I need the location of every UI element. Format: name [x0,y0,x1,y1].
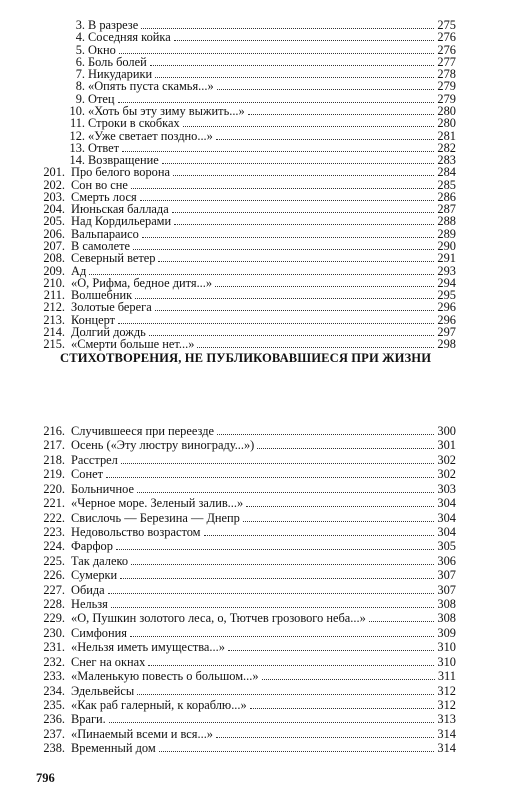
entry-page: 303 [437,481,456,496]
entry-title: Волшебник [71,288,133,303]
entry-number: 232. [43,654,65,669]
dot-leader [246,496,434,507]
dot-leader [130,626,434,637]
entry-page: 314 [437,741,456,756]
dot-leader [142,227,434,238]
dot-leader [141,18,434,29]
entry-number: 202. [43,177,65,192]
entry-number: 8. [75,79,85,94]
dot-leader [120,568,434,579]
entry-title: «Пинаемый всеми и вся...» [71,726,213,741]
toc-entry [0,467,511,481]
dot-leader [137,684,434,695]
dot-leader [250,698,434,709]
entry-number: 233. [43,669,65,684]
entry-page: 312 [437,683,456,698]
entry-page: 294 [437,275,456,290]
dot-leader [217,424,434,435]
entry-page: 302 [437,467,456,482]
entry-title: Нельзя [71,597,108,612]
entry-page: 304 [437,496,456,511]
toc-entry [0,712,511,726]
entry-number: 238. [43,741,65,756]
entry-page: 297 [437,325,456,339]
entry-number: 205. [43,214,65,229]
entry-number: 217. [43,438,65,453]
page-number: 796 [36,771,55,785]
entry-title: В разрезе [88,18,139,32]
entry-title: Враги. [71,712,106,727]
entry-page: 298 [437,337,456,352]
entry-title: Случившееся при переезде [71,424,215,438]
entry-page: 280 [437,103,456,118]
entry-title: Временный дом [71,741,156,756]
entry-page: 310 [437,640,456,655]
entry-title: Так далеко [71,553,129,568]
entry-number: 237. [43,726,65,741]
entry-title: Недовольство возрастом [71,524,201,539]
entry-page: 284 [437,165,456,180]
dot-leader [155,300,434,311]
toc-entry [0,496,511,510]
entry-title: Строки в скобках [88,116,180,131]
dot-leader [111,597,434,608]
entry-number: 225. [43,553,65,568]
entry-page: 287 [437,202,456,217]
entry-number: 11. [69,116,85,131]
entry-title: Симфония [71,625,127,640]
dot-leader [135,288,434,299]
entry-number: 203. [43,189,65,204]
entry-page: 276 [437,42,456,57]
dot-leader [150,55,434,66]
toc-entry [0,453,511,467]
entry-title: Соседняя койка [88,30,171,45]
dot-leader [89,264,434,275]
entry-number: 234. [43,683,65,698]
entry-page: 279 [437,79,456,94]
entry-title: Обида [71,582,105,597]
dot-leader [131,554,434,565]
entry-page: 307 [437,582,456,597]
entry-number: 206. [43,226,65,241]
dot-leader [215,276,434,287]
entry-title: «О, Рифма, бедное дитя...» [71,275,213,290]
entry-title: Смерть лося [71,189,137,204]
entry-number: 227. [43,582,65,597]
entry-page: 308 [437,597,456,612]
entry-number: 214. [43,325,65,339]
entry-number: 213. [43,312,65,327]
dot-leader [204,525,434,536]
dot-leader [133,239,434,250]
dot-leader [155,67,434,78]
dot-leader [109,712,434,723]
dot-leader [369,611,434,622]
entry-title: Концерт [71,312,116,327]
entry-title: «Уже светает поздно...» [88,128,213,143]
toc-entry [0,669,511,683]
dot-leader [118,92,434,103]
toc-entry [0,438,511,452]
toc-entry [0,626,511,640]
toc-entry [0,655,511,669]
dot-leader [162,153,434,164]
dot-leader [108,583,434,594]
dot-leader [116,539,434,550]
entry-title: Осень («Эту люстру винограду...») [71,438,255,453]
dot-leader [149,325,434,336]
toc-entry [0,741,511,755]
entry-page: 308 [437,611,456,626]
entry-page: 276 [437,30,456,45]
entry-page: 291 [437,251,456,266]
dot-leader [119,43,434,54]
entry-title: Июньская баллада [71,202,169,217]
entry-page: 312 [437,697,456,712]
entry-title: Вальпараисо [71,226,139,241]
dot-leader [228,640,434,651]
entry-number: 208. [43,251,65,266]
entry-page: 304 [437,524,456,539]
dot-leader [131,178,434,189]
entry-title: В самолете [71,239,130,254]
toc-entry [0,640,511,654]
entry-title: «Смерти больше нет...» [71,337,195,352]
entry-number: 236. [43,712,65,727]
entry-number: 14. [69,153,85,168]
entry-title: Северный ветер [71,251,156,266]
entry-title: «Опять пуста скамья...» [88,79,214,94]
entry-number: 4. [75,30,85,45]
entry-page: 296 [437,312,456,327]
entry-page: 306 [437,553,456,568]
entry-page: 309 [437,625,456,640]
dot-leader [262,669,435,680]
entry-title: Ад [71,263,87,278]
dot-leader [174,30,434,41]
entry-page: 296 [437,300,456,315]
dot-leader [197,337,434,348]
dot-leader [257,438,434,449]
entry-page: 302 [437,452,456,467]
entry-number: 222. [43,510,65,525]
entry-title: Свислочь — Березина — Днепр [71,510,240,525]
entry-title: Окно [88,42,116,57]
entry-number: 224. [43,539,65,554]
entry-page: 289 [437,226,456,241]
entry-number: 201. [43,165,65,180]
entry-page: 280 [437,116,456,131]
dot-leader [121,453,434,464]
entry-title: Над Кордильерами [71,214,172,229]
entry-page: 282 [437,140,456,155]
dot-leader [172,202,434,213]
entry-number: 223. [43,524,65,539]
entry-title: «Как раб галерный, к кораблю...» [71,697,247,712]
entry-number: 230. [43,625,65,640]
entry-number: 235. [43,697,65,712]
entry-number: 9. [75,91,85,106]
toc-entry [0,568,511,582]
dot-leader [137,482,434,493]
entry-page: 311 [437,669,456,684]
entry-title: Сумерки [71,568,118,583]
entry-number: 204. [43,202,65,217]
entry-title: Сонет [71,467,104,482]
entry-title: Золотые берега [71,300,152,315]
entry-title: Расстрел [71,452,118,467]
dot-leader [216,129,434,140]
entry-title: Отец [88,91,115,106]
dot-leader [217,79,434,90]
entry-page: 278 [437,67,456,82]
entry-number: 6. [75,54,85,69]
entry-number: 212. [43,300,65,315]
entry-page: 285 [437,177,456,192]
entry-number: 7. [75,67,85,82]
entry-title: «Хоть бы эту зиму выжить...» [88,103,245,118]
entry-number: 231. [43,640,65,655]
entry-number: 216. [43,424,65,438]
toc-entry [0,424,511,438]
dot-leader [148,655,434,666]
toc-entry [0,337,511,351]
entry-title: Ответ [88,140,120,155]
entry-page: 314 [437,726,456,741]
entry-number: 220. [43,481,65,496]
toc-entry [0,611,511,625]
entry-page: 290 [437,239,456,254]
entry-number: 228. [43,597,65,612]
entry-number: 10. [69,103,85,118]
entry-title: Про белого ворона [71,165,171,180]
entry-number: 207. [43,239,65,254]
entry-page: 277 [437,54,456,69]
entry-number: 226. [43,568,65,583]
dot-leader [106,467,434,478]
dot-leader [243,511,434,522]
dot-leader [158,251,434,262]
entry-number: 13. [69,140,85,155]
entry-title: Сон во сне [71,177,128,192]
entry-title: Долгий дождь [71,325,146,339]
entry-title: Больничное [71,481,134,496]
entry-title: Возвращение [88,153,159,168]
toc-entry [0,539,511,553]
entry-title: Эдельвейсы [71,683,135,698]
entry-page: 288 [437,214,456,229]
entry-title: Боль болей [88,54,147,69]
dot-leader [118,313,434,324]
entry-number: 221. [43,496,65,511]
entry-title: Снег на окнах [71,654,146,669]
entry-number: 209. [43,263,65,278]
toc-entry [0,698,511,712]
entry-number: 211. [43,288,65,303]
toc-entry [0,684,511,698]
entry-number: 218. [43,452,65,467]
toc-entry [0,727,511,741]
toc-entry [0,583,511,597]
dot-leader [122,141,434,152]
entry-page: 300 [437,424,456,438]
entry-title: «О, Пушкин золотого леса, о, Тютчев грозового неба...» [71,611,366,626]
entry-page: 313 [437,712,456,727]
entry-number: 5. [75,42,85,57]
entry-number: 12. [69,128,85,143]
entry-page: 275 [437,18,456,32]
dot-leader [248,104,434,115]
entry-page: 279 [437,91,456,106]
dot-leader [183,116,434,127]
entry-page: 286 [437,189,456,204]
entry-page: 310 [437,654,456,669]
toc-entry [0,597,511,611]
entry-number: 3. [75,18,85,32]
entry-title: Фарфор [71,539,113,554]
toc-entry [0,525,511,539]
entry-page: 304 [437,510,456,525]
dot-leader [174,214,434,225]
entry-page: 301 [437,438,456,453]
entry-page: 305 [437,539,456,554]
entry-page: 283 [437,153,456,168]
entry-page: 281 [437,128,456,143]
entry-title: «Черное море. Зеленый залив...» [71,496,244,511]
entry-page: 295 [437,288,456,303]
entry-title: «Нельзя иметь имущества...» [71,640,225,655]
toc-entry [0,482,511,496]
entry-number: 210. [43,275,65,290]
entry-title: Никударики [88,67,153,82]
toc-entry [0,554,511,568]
entry-number: 229. [43,611,65,626]
dot-leader [173,165,434,176]
section-heading: СТИХОТВОРЕНИЯ, НЕ ПУБЛИКОВАВШИЕСЯ ПРИ ЖИЗНИ [60,351,432,365]
entry-page: 307 [437,568,456,583]
entry-page: 293 [437,263,456,278]
dot-leader [140,190,434,201]
dot-leader [159,741,434,752]
toc-entry [0,511,511,525]
entry-number: 215. [43,337,65,352]
entry-number: 219. [43,467,65,482]
entry-title: «Маленькую повесть о большом...» [71,669,259,684]
dot-leader [216,727,434,738]
